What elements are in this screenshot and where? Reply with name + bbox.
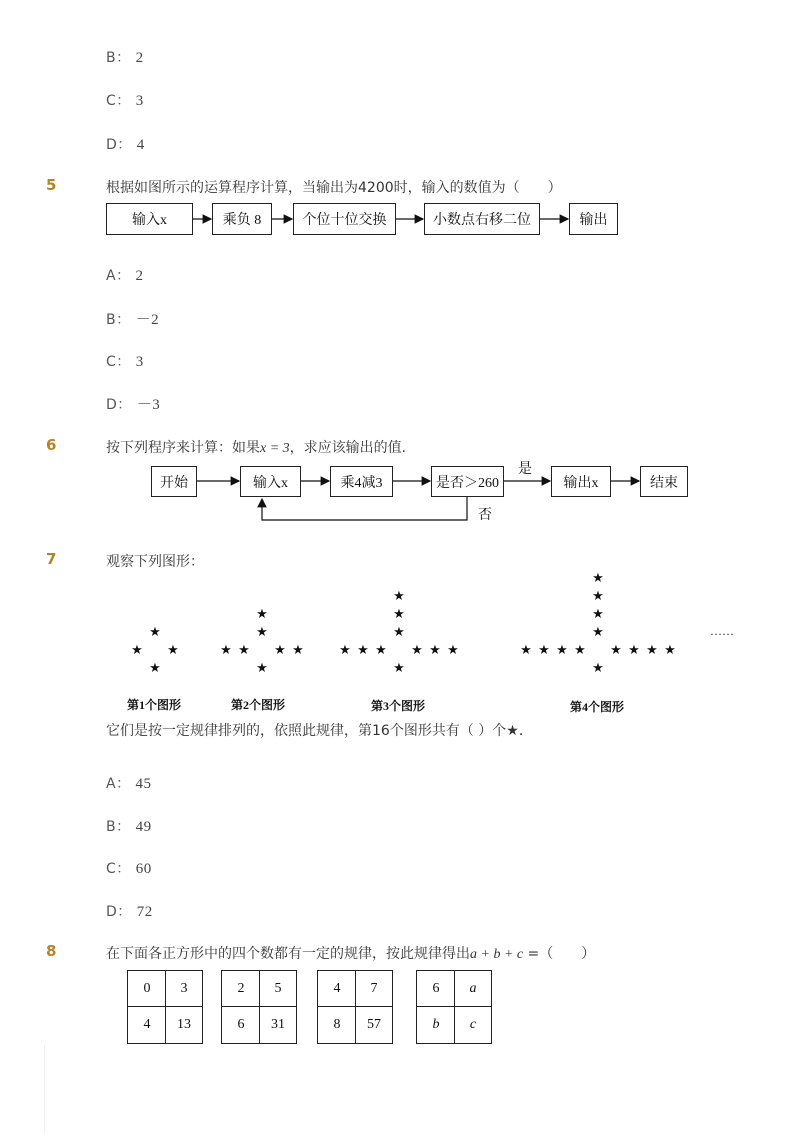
q7-option-b[interactable] xyxy=(106,816,152,836)
q7-figure-4-star: ★ xyxy=(592,607,604,622)
q7-figure-3-star: ★ xyxy=(393,589,405,604)
q7-figure-4-star: ★ xyxy=(646,643,658,658)
q7-figure-3-star: ★ xyxy=(393,661,405,676)
q7-figure-4-star: ★ xyxy=(592,625,604,640)
q7-figure-1-star: ★ xyxy=(167,643,179,658)
q7-figure-2-star: ★ xyxy=(256,625,268,640)
q7-figure-4-star: ★ xyxy=(592,571,604,586)
q8-square-cell: a xyxy=(469,981,477,996)
q6-loop-arrow xyxy=(262,497,467,520)
page-edge-line xyxy=(44,1045,45,1133)
q8-square-cell: 31 xyxy=(271,1017,285,1032)
question-number-5: 5 xyxy=(46,176,57,194)
question-text-8 xyxy=(106,943,595,963)
q5-flow-input-label: 输入x xyxy=(132,213,167,228)
q7-figure-1-star: ★ xyxy=(131,643,143,658)
option-value: 2 xyxy=(135,50,144,66)
q6-text-before: 按下列程序来计算：如果 xyxy=(106,440,260,456)
q6-flow-input-label: 输入x xyxy=(253,475,288,491)
q8-square-cell: 7 xyxy=(370,981,378,996)
q7-figure-4-star: ★ xyxy=(574,643,586,658)
option-value: 3 xyxy=(135,354,144,370)
q7-figure-3-star: ★ xyxy=(429,643,441,658)
q8-square-cell: 13 xyxy=(177,1017,191,1032)
q7-figure-4-star: ★ xyxy=(520,643,532,658)
q8-square-cell: 6 xyxy=(432,981,440,996)
q7-figure-3-star: ★ xyxy=(411,643,423,658)
q7-figure-4-star: ★ xyxy=(538,643,550,658)
q6-yes-label: 是 xyxy=(518,462,532,477)
q7-caption-2: 第2个图形 xyxy=(231,698,286,712)
q7-ellipsis: …… xyxy=(710,624,734,638)
q7-figure-4-star: ★ xyxy=(628,643,640,658)
q7-figure-3-star: ★ xyxy=(447,643,459,658)
q8-square-cell: 57 xyxy=(367,1017,381,1032)
q8-square-cell: 0 xyxy=(143,981,151,996)
q6-no-label: 否 xyxy=(478,508,492,523)
q8-square-cell: 4 xyxy=(333,981,341,996)
option-label: B： xyxy=(106,312,131,328)
option-value: 60 xyxy=(135,861,152,877)
option-value: 72 xyxy=(136,904,153,920)
q7-figure-2-star: ★ xyxy=(292,643,304,658)
option-label: B： xyxy=(106,819,131,835)
option-label: C： xyxy=(106,354,131,370)
option-label: A： xyxy=(106,776,131,792)
q7-figure-4-star: ★ xyxy=(664,643,676,658)
q7-figure-4-star: ★ xyxy=(592,661,604,676)
q7-figure-4-star: ★ xyxy=(592,589,604,604)
q6-flow-arrows xyxy=(0,0,800,540)
q7-figure-4-star: ★ xyxy=(556,643,568,658)
q7-figure-3-star: ★ xyxy=(393,625,405,640)
q8-square-cell: 5 xyxy=(274,981,282,996)
option-value: 2 xyxy=(135,268,144,284)
q7-figure-3-star: ★ xyxy=(357,643,369,658)
q8-square-1 xyxy=(127,970,203,1044)
q6-text-math: x = 3 xyxy=(260,441,290,456)
option-label: C： xyxy=(106,861,131,877)
q6-text-after: ，求应该输出的值． xyxy=(289,440,416,456)
q7-figure-3-star: ★ xyxy=(375,643,387,658)
q5-flow-shift-label: 小数点右移二位 xyxy=(433,213,531,228)
q8-square-cell: 3 xyxy=(180,981,188,996)
q5-flow-multiply-label: 乘负 8 xyxy=(222,213,262,228)
q6-flow-start-label: 开始 xyxy=(160,475,188,491)
q7-figure-2-star: ★ xyxy=(238,643,250,658)
question-number-7: 7 xyxy=(46,550,57,568)
q8-text-after: =（ ） xyxy=(523,946,596,962)
option-value: －3 xyxy=(136,397,161,413)
q8-square-cell: b xyxy=(432,1017,440,1032)
option-label: A： xyxy=(106,268,131,284)
option-value: 45 xyxy=(135,776,152,792)
q8-square-3 xyxy=(317,970,393,1044)
q6-flow-output-label: 输出x xyxy=(563,475,599,491)
q7-figure-1-star: ★ xyxy=(149,625,161,640)
q6-flow-end-label: 结束 xyxy=(650,475,678,491)
q7-figure-3-star: ★ xyxy=(339,643,351,658)
option-label: B： xyxy=(106,50,131,66)
q7-caption-1: 第1个图形 xyxy=(127,698,182,712)
option-value: 4 xyxy=(136,137,145,153)
q8-text-math: a + b + c xyxy=(470,947,524,962)
q8-text-before: 在下面各正方形中的四个数都有一定的规律，按此规律得出 xyxy=(106,946,470,962)
question-text-5: 根据如图所示的运算程序计算，当输出为4200时，输入的数值为（ ） xyxy=(106,180,562,196)
q8-square-cell: 6 xyxy=(237,1017,245,1032)
q8-square-2 xyxy=(221,970,297,1044)
option-value: －2 xyxy=(135,312,160,328)
q8-square-cell: c xyxy=(469,1017,477,1032)
option-value: 49 xyxy=(135,819,152,835)
option-label: D： xyxy=(106,904,132,920)
q7-figure-4-star: ★ xyxy=(610,643,622,658)
q7-figure-2-star: ★ xyxy=(274,643,286,658)
q7-figure-2-star: ★ xyxy=(256,661,268,676)
q7-figure-2-star: ★ xyxy=(220,643,232,658)
question-number-8: 8 xyxy=(46,942,57,960)
q7-figure-1-star: ★ xyxy=(149,661,161,676)
question-text-7: 观察下列图形： xyxy=(106,554,204,570)
q6-flow-compute-label: 乘4减3 xyxy=(340,475,383,491)
q7-figure-2-star: ★ xyxy=(256,607,268,622)
q7-caption-3: 第3个图形 xyxy=(371,699,426,713)
q7-option-c[interactable] xyxy=(106,858,152,878)
question-text-7b: 它们是按一定规律排列的，依照此规律，第16个图形共有（ ）个★． xyxy=(106,723,533,739)
q8-square-cell: 2 xyxy=(237,981,245,996)
q7-caption-4: 第4个图形 xyxy=(570,700,625,714)
q7-figure-3-star: ★ xyxy=(393,607,405,622)
q8-square-4 xyxy=(416,970,492,1044)
option-label: C： xyxy=(106,93,131,109)
option-label: D： xyxy=(106,137,132,153)
q8-square-cell: 4 xyxy=(143,1017,151,1032)
q5-flow-swap-label: 个位十位交换 xyxy=(302,213,387,228)
q8-square-cell: 8 xyxy=(333,1017,341,1032)
q6-flow-decision-label: 是否＞260 xyxy=(436,475,499,491)
option-label: D： xyxy=(106,397,132,413)
q7-option-d[interactable] xyxy=(106,901,153,921)
question-number-6: 6 xyxy=(46,436,57,454)
option-value: 3 xyxy=(135,93,144,109)
q5-flow-output-label: 输出 xyxy=(579,213,608,228)
q7-option-a[interactable] xyxy=(106,773,152,793)
